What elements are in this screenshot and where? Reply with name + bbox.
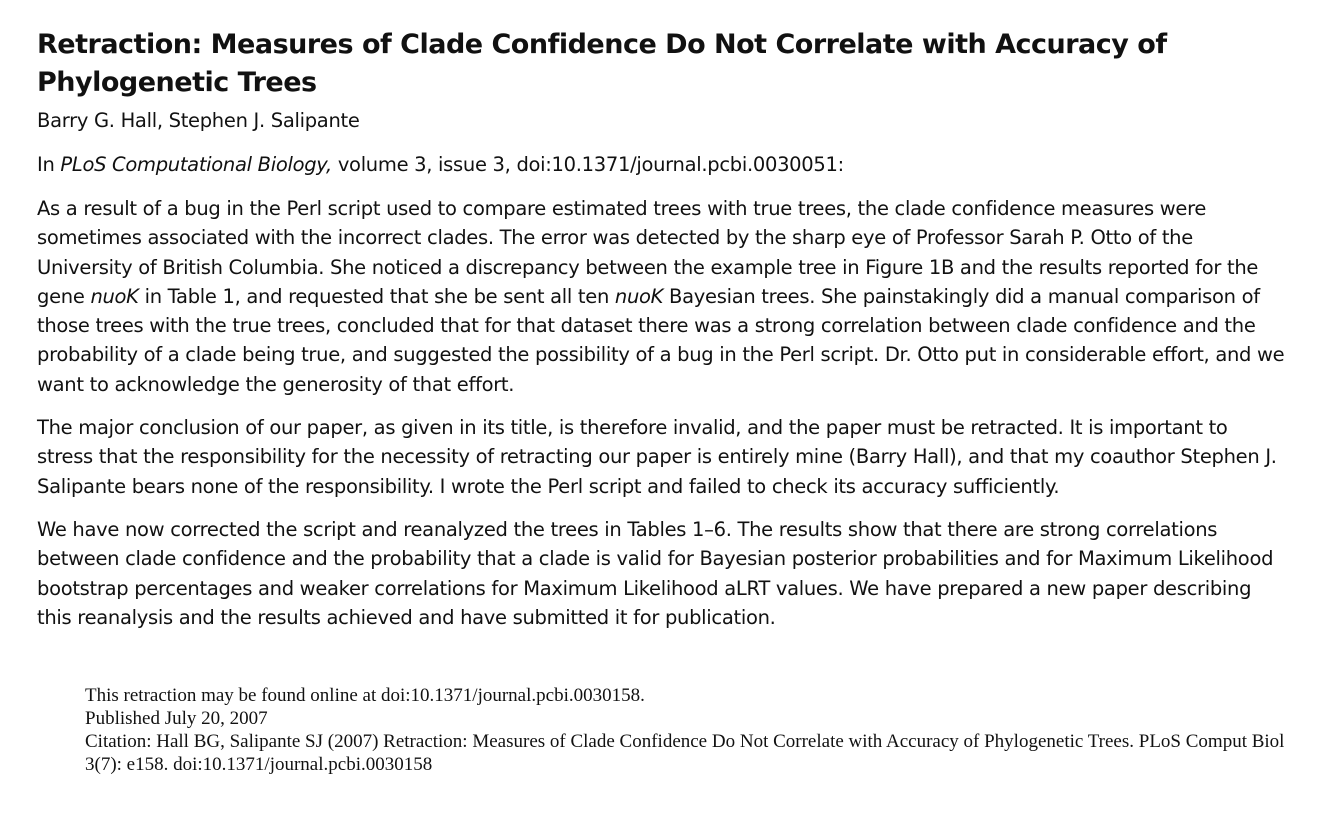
gene-name: nuoK <box>614 284 664 308</box>
gene-name: nuoK <box>90 284 139 308</box>
paragraph-reanalysis: We have now corrected the script and reanalyzed the trees in Tables 1–6. The results show that there are strong correlations between clade confidence and the probability that a clade is valid for Bayesian posterior probabilities and for Maximum Likelihood bootstrap percentages and weaker correlations for Maximum Likelihood aLRT values. We have prepared a new paper describing this reanalysis and the results achieved and have submitted it for publication. <box>37 517 1274 629</box>
article-body <box>37 26 1287 646</box>
paragraph1-text-c: Bayesian trees. She painstakingly did a manual comparison of those trees with the true trees, concluded that for that dataset there was a strong correlation between clade confidence and the probability of a clade being true, and suggested the possibility of a bug in the Perl script. Dr. Otto put in considerable effort, and we want to acknowledge the generosity of that effort. <box>37 284 1285 396</box>
author-list: Barry G. Hall, Stephen J. Salipante <box>37 109 360 132</box>
online-location: This retraction may be found online at doi:10.1371/journal.pcbi.0030158. <box>85 685 645 706</box>
source-details: volume 3, issue 3, doi:10.1371/journal.pcbi.0030051: <box>331 153 844 176</box>
journal-name: PLoS Computational Biology, <box>60 153 332 176</box>
paragraph1-text-a: As a result of a bug in the Perl script used to compare estimated trees with true trees, the clade confidence measures were sometimes associated with the incorrect clades. The error was detected by the sharp eye of Professor Sarah P. Otto of the University of British Columbia. She noticed a discrepancy between the example tree in Figure 1B and the results reported for the gene <box>37 197 1259 308</box>
citation-text: Citation: Hall BG, Salipante SJ (2007) Retraction: Measures of Clade Confidence Do Not Correlate with Accuracy of Phylogenetic Trees. PLoS Comput Biol 3(7): e158. doi:10.1371/journal.pcbi.0030158 <box>85 731 1285 775</box>
paragraph-bug-description <box>37 194 1287 399</box>
source-prefix: In <box>37 153 61 176</box>
paragraph1-text-b: in Table 1, and requested that she be sent all ten <box>138 284 615 308</box>
article-title: Retraction: Measures of Clade Confidence Do Not Correlate with Accuracy of Phylogenetic Trees <box>37 29 1167 98</box>
publication-date: Published July 20, 2007 <box>85 708 268 729</box>
citation-footer <box>85 684 1305 776</box>
source-reference <box>37 150 1287 180</box>
paragraph-conclusion: The major conclusion of our paper, as given in its title, is therefore invalid, and the paper must be retracted. It is important to stress that the responsibility for the necessity of retracting our paper is entirely mine (Barry Hall), and that my coauthor Stephen J. Salipante bears none of the responsibility. I wrote the Perl script and failed to check its accuracy sufficiently. <box>37 416 1277 498</box>
